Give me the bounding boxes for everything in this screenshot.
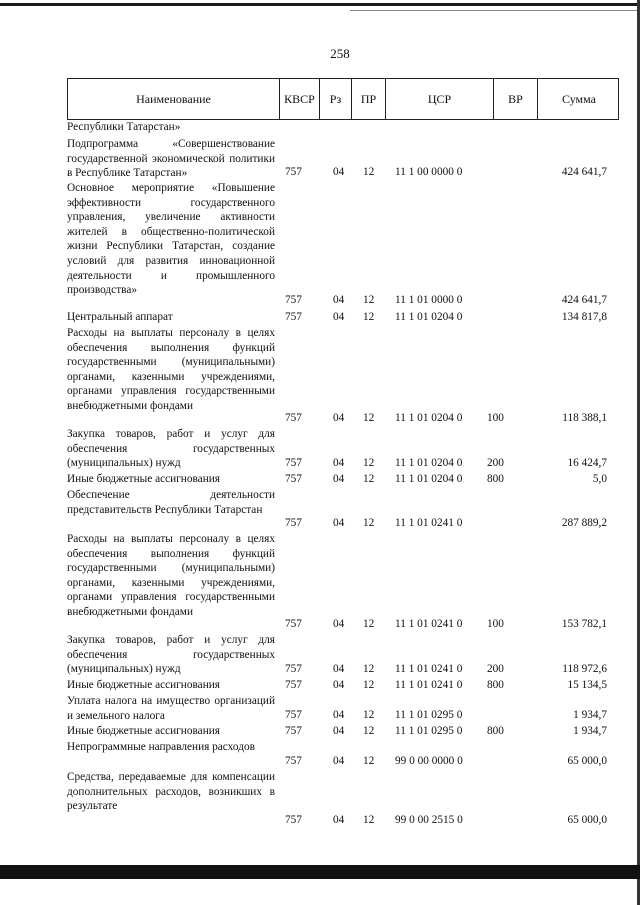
row-sum: 287 889,2 (561, 517, 607, 530)
table-row (67, 488, 619, 531)
row-name: Иные бюджетные ассигнования (67, 725, 220, 737)
row-pr: 12 (363, 311, 375, 324)
row-csr: 11 1 01 0000 0 (395, 294, 463, 307)
row-csr: 11 1 01 0204 0 (395, 311, 463, 324)
row-kvsr: 757 (285, 166, 302, 179)
row-pr: 12 (363, 294, 375, 307)
row-rz: 04 (333, 725, 345, 738)
row-kvsr: 757 (285, 618, 302, 631)
page-number: 258 (330, 46, 350, 61)
row-csr: 11 1 01 0204 0 (395, 457, 463, 470)
header-kvsr: КВСР (280, 79, 320, 119)
row-kvsr: 757 (285, 709, 302, 722)
row-name: Закупка товаров, работ и услуг для обеспечения государственных (муниципальных) нужд (67, 634, 275, 676)
row-rz: 04 (333, 517, 345, 530)
row-name: Средства, передаваемые для компенсации дополнительных расходов, возникших в результате (67, 771, 275, 813)
table-row (67, 770, 619, 828)
row-sum: 1 934,7 (573, 709, 607, 722)
row-rz: 04 (333, 166, 345, 179)
bottom-scan-bar (0, 865, 640, 879)
row-kvsr: 757 (285, 457, 302, 470)
table-row (67, 724, 619, 739)
table-row (67, 532, 619, 632)
row-pr: 12 (363, 457, 375, 470)
row-rz: 04 (333, 473, 345, 486)
row-pr: 12 (363, 679, 375, 692)
row-name: Иные бюджетные ассигнования (67, 679, 220, 691)
header-name: Наименование (68, 79, 280, 119)
row-kvsr: 757 (285, 725, 302, 738)
row-rz: 04 (333, 311, 345, 324)
row-kvsr: 757 (285, 517, 302, 530)
row-pr: 12 (363, 473, 375, 486)
row-name: Иные бюджетные ассигнования (67, 473, 220, 485)
row-pr: 12 (363, 663, 375, 676)
row-sum: 118 972,6 (562, 663, 607, 676)
row-name: Непрограммные направления расходов (67, 741, 255, 753)
header-vr: ВР (494, 79, 538, 119)
row-rz: 04 (333, 457, 345, 470)
row-rz: 04 (333, 412, 345, 425)
table-row (67, 472, 619, 487)
row-sum: 1 934,7 (573, 725, 607, 738)
row-pr: 12 (363, 755, 375, 768)
header-rz: Рз (320, 79, 352, 119)
row-sum: 134 817,8 (561, 311, 607, 324)
row-name: Расходы на выплаты персоналу в целях обеспечения выполнения функций государственными (муниципальными) органами, казенными учреждениями, органами управления государственными внебюджетными фондами (67, 533, 275, 618)
row-sum: 16 424,7 (567, 457, 607, 470)
row-csr: 99 0 00 0000 0 (395, 755, 463, 768)
row-csr: 11 1 01 0241 0 (395, 679, 463, 692)
row-rz: 04 (333, 663, 345, 676)
table-row (67, 427, 619, 471)
table-row (67, 678, 619, 693)
table-row (67, 740, 619, 769)
row-rz: 04 (333, 294, 345, 307)
row-csr: 11 1 01 0204 0 (395, 473, 463, 486)
row-sum: 153 782,1 (561, 618, 607, 631)
row-csr: 11 1 01 0241 0 (395, 618, 463, 631)
row-name: Закупка товаров, работ и услуг для обеспечения государственных (муниципальных) нужд (67, 428, 275, 470)
row-rz: 04 (333, 709, 345, 722)
row-vr: 100 (487, 618, 504, 631)
row-pr: 12 (363, 166, 375, 179)
row-sum: 15 134,5 (567, 679, 607, 692)
row-rz: 04 (333, 814, 345, 827)
table-row (67, 181, 619, 308)
row-sum: 65 000,0 (567, 814, 607, 827)
row-pr: 12 (363, 412, 375, 425)
row-name: Уплата налога на имущество организаций и земельного налога (67, 695, 275, 722)
table-row (67, 326, 619, 426)
row-sum: 118 388,1 (562, 412, 607, 425)
row-csr: 99 0 00 2515 0 (395, 814, 463, 827)
table-row (67, 310, 619, 325)
row-kvsr: 757 (285, 412, 302, 425)
row-kvsr: 757 (285, 294, 302, 307)
row-name: Республики Татарстан» (67, 121, 181, 133)
row-csr: 11 1 01 0241 0 (395, 663, 463, 676)
table-row (67, 694, 619, 723)
header-sum: Сумма (562, 91, 596, 106)
row-vr: 200 (487, 457, 504, 470)
row-kvsr: 757 (285, 311, 302, 324)
row-csr: 11 1 01 0241 0 (395, 517, 463, 530)
row-csr: 11 1 00 0000 0 (395, 166, 463, 179)
row-sum: 5,0 (592, 473, 607, 486)
row-sum: 424 641,7 (561, 166, 607, 179)
table-row (67, 137, 619, 180)
row-pr: 12 (363, 618, 375, 631)
top-scan-rule (0, 3, 640, 6)
row-vr: 200 (487, 663, 504, 676)
row-name: Обеспечение деятельности представительств Республики Татарстан (67, 489, 275, 516)
row-rz: 04 (333, 679, 345, 692)
row-pr: 12 (363, 814, 375, 827)
row-kvsr: 757 (285, 755, 302, 768)
row-vr: 800 (487, 679, 504, 692)
header-pr: ПР (352, 79, 386, 119)
table-row (67, 120, 619, 135)
header-csr: ЦСР (386, 79, 494, 119)
row-sum: 424 641,7 (561, 294, 607, 307)
row-sum: 65 000,0 (567, 755, 607, 768)
row-name: Основное мероприятие «Повышение эффективности государственного управления, увеличение активности жителей в общественно-политической жизни Республики Татарстан, создание условий для развития инновационной деятельности и промышленного производства» (67, 182, 275, 297)
row-pr: 12 (363, 709, 375, 722)
row-name: Подпрограмма «Совершенствование государственной экономической политики в Республике Татарстан» (67, 138, 275, 180)
top-thin-rule (350, 10, 640, 11)
row-csr: 11 1 01 0204 0 (395, 412, 463, 425)
row-kvsr: 757 (285, 663, 302, 676)
row-kvsr: 757 (285, 473, 302, 486)
table-row (67, 633, 619, 677)
row-kvsr: 757 (285, 679, 302, 692)
row-kvsr: 757 (285, 814, 302, 827)
row-vr: 800 (487, 725, 504, 738)
row-vr: 100 (487, 412, 504, 425)
row-csr: 11 1 01 0295 0 (395, 709, 463, 722)
row-csr: 11 1 01 0295 0 (395, 725, 463, 738)
row-pr: 12 (363, 517, 375, 530)
table-header (67, 78, 619, 120)
row-rz: 04 (333, 618, 345, 631)
row-pr: 12 (363, 725, 375, 738)
row-rz: 04 (333, 755, 345, 768)
row-name: Центральный аппарат (67, 311, 173, 323)
row-name: Расходы на выплаты персоналу в целях обеспечения выполнения функций государственными (муниципальными) органами, казенными учреждениями, органами управления государственными внебюджетными фондами (67, 327, 275, 412)
row-vr: 800 (487, 473, 504, 486)
